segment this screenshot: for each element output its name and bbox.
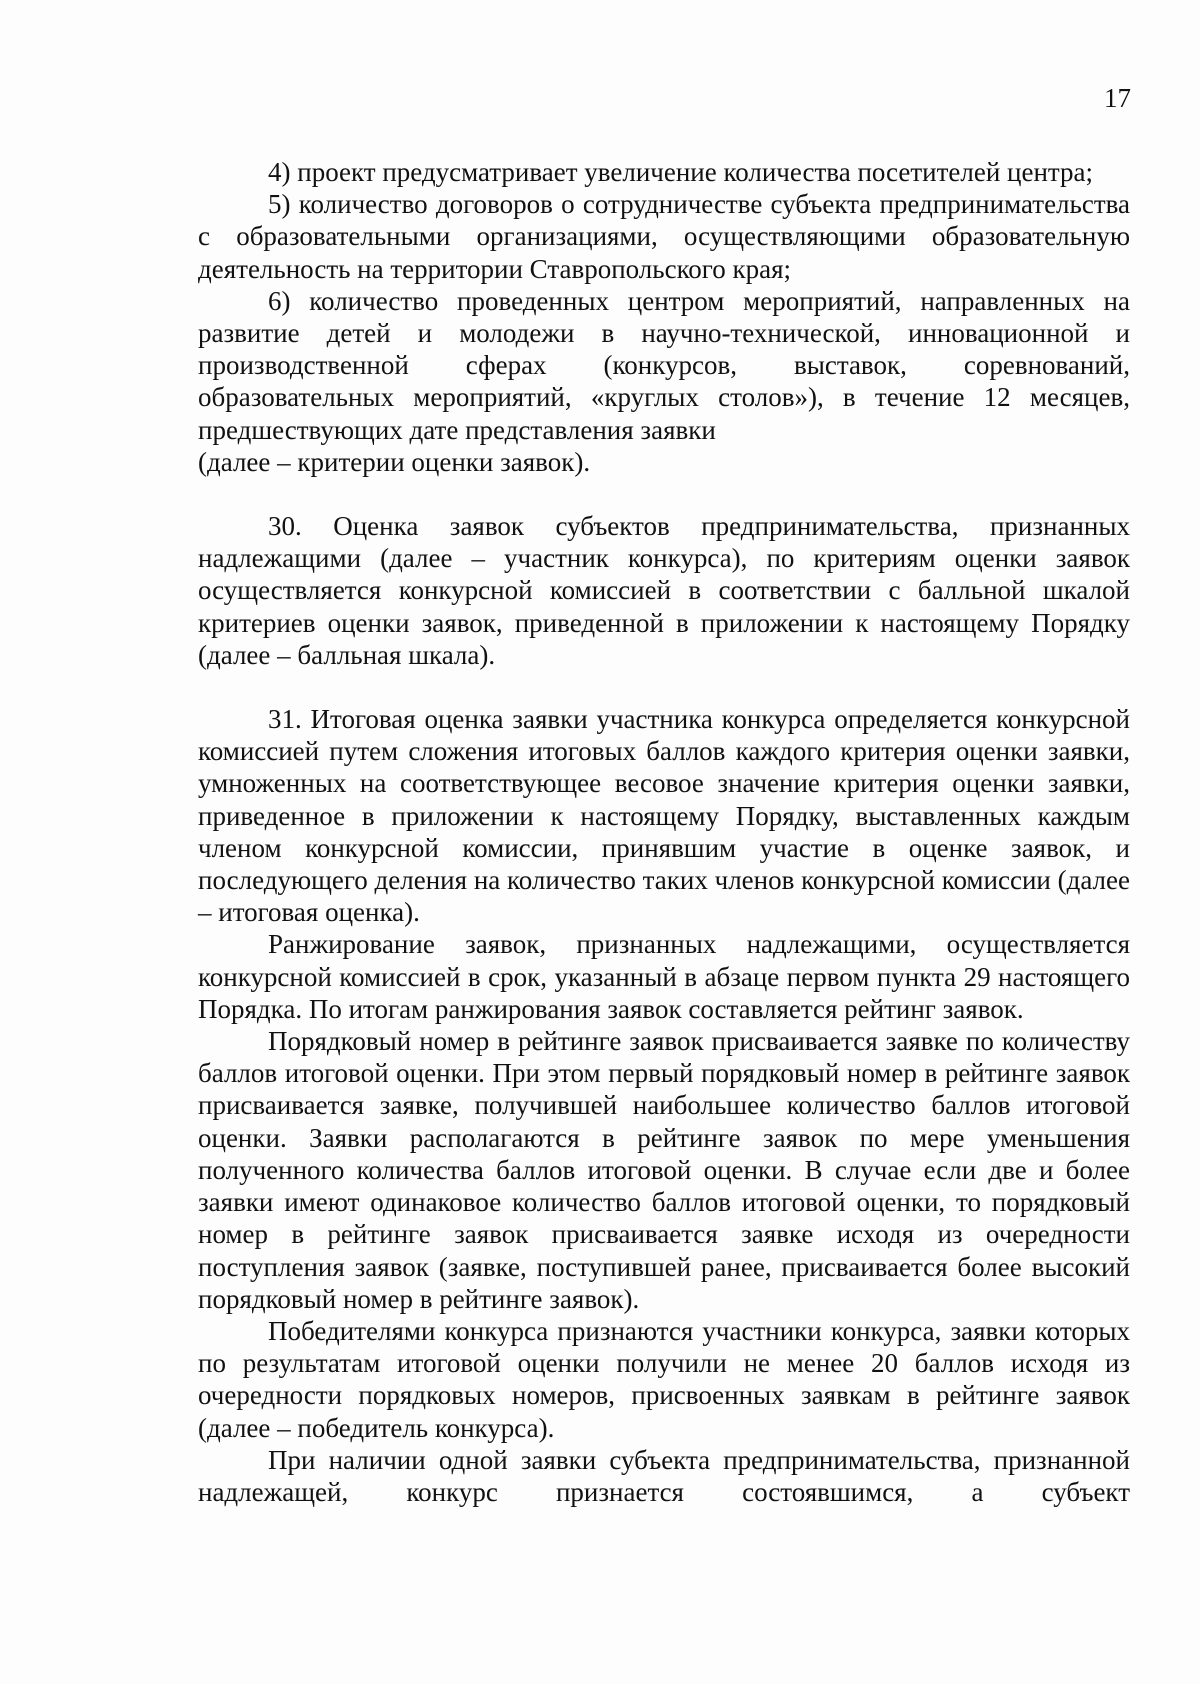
paragraph-clause-31: 31. Итоговая оценка заявки участника конкурса определяется конкурсной комиссией путем сложения итоговых баллов каждого критерия оценки заявки, умноженных на соответствующее весовое значение критерия оценки заявки, приведенное в приложении к настоящему Порядку, выставленных каждым членом конкурсной комиссии, принявшим участие в оценке заявок, и последующего деления на количество таких членов конкурсной комиссии (далее – итоговая оценка). xyxy=(198,704,1130,928)
paragraph-winners: Победителями конкурса признаются участники конкурса, заявки которых по результатам итоговой оценки получили не менее 20 баллов исходя из очередности порядковых номеров, присвоенных заявкам в рейтинге заявок (далее – победитель конкурса). xyxy=(198,1315,1130,1443)
paragraph-criterion-5: 5) количество договоров о сотрудничестве субъекта предпринимательства с образовательными организациями, осуществляющими образовательную деятельность на территории Ставропольского края; xyxy=(198,189,1130,284)
paragraph-clause-30: 30. Оценка заявок субъектов предпринимательства, признанных надлежащими (далее – участник конкурса), по критериям оценки заявок осуществляется конкурсной комиссией в соответствии с балльной шкалой критериев оценки заявок, приведенной в приложении к настоящему Порядку (далее – балльная шкала). xyxy=(198,511,1130,670)
paragraph-criterion-6: 6) количество проведенных центром мероприятий, направленных на развитие детей и молодежи в научно-технической, инновационной и производственной сферах (конкурсов, выставок, соревнований, образовательных мероприятий, «круглых столов»), в течение 12 месяцев, предшествующих дате представления заявки xyxy=(198,285,1130,445)
paragraph-single-application: При наличии одной заявки субъекта предпринимательства, признанной надлежащей, конкурс признается состоявшимся, а субъект xyxy=(198,1444,1130,1507)
paragraph-criteria-definition: (далее – критерии оценки заявок). xyxy=(198,446,591,477)
document-body xyxy=(198,156,1130,1508)
paragraph-criterion-4: 4) проект предусматривает увеличение количества посетителей центра; xyxy=(268,157,1094,187)
paragraph-rank-number: Порядковый номер в рейтинге заявок присваивается заявке по количеству баллов итоговой оценки. При этом первый порядковый номер в рейтинге заявок присваивается заявке, получившей наибольшее количество баллов итоговой оценки. Заявки располагаются в рейтинге заявок по мере уменьшения полученного количества баллов итоговой оценки. В случае если две и более заявки имеют одинаковое количество баллов итоговой оценки, то порядковый номер в рейтинге заявок присваивается заявке исходя из очередности поступления заявок (заявке, поступившей ранее, присваивается более высокий порядковый номер в рейтинге заявок). xyxy=(198,1026,1130,1314)
page-number: 17 xyxy=(1104,83,1131,113)
paragraph-ranking: Ранжирование заявок, признанных надлежащими, осуществляется конкурсной комиссией в срок, указанный в абзаце первом пункта 29 настоящего Порядка. По итогам ранжирования заявок составляется рейтинг заявок. xyxy=(198,929,1130,1024)
